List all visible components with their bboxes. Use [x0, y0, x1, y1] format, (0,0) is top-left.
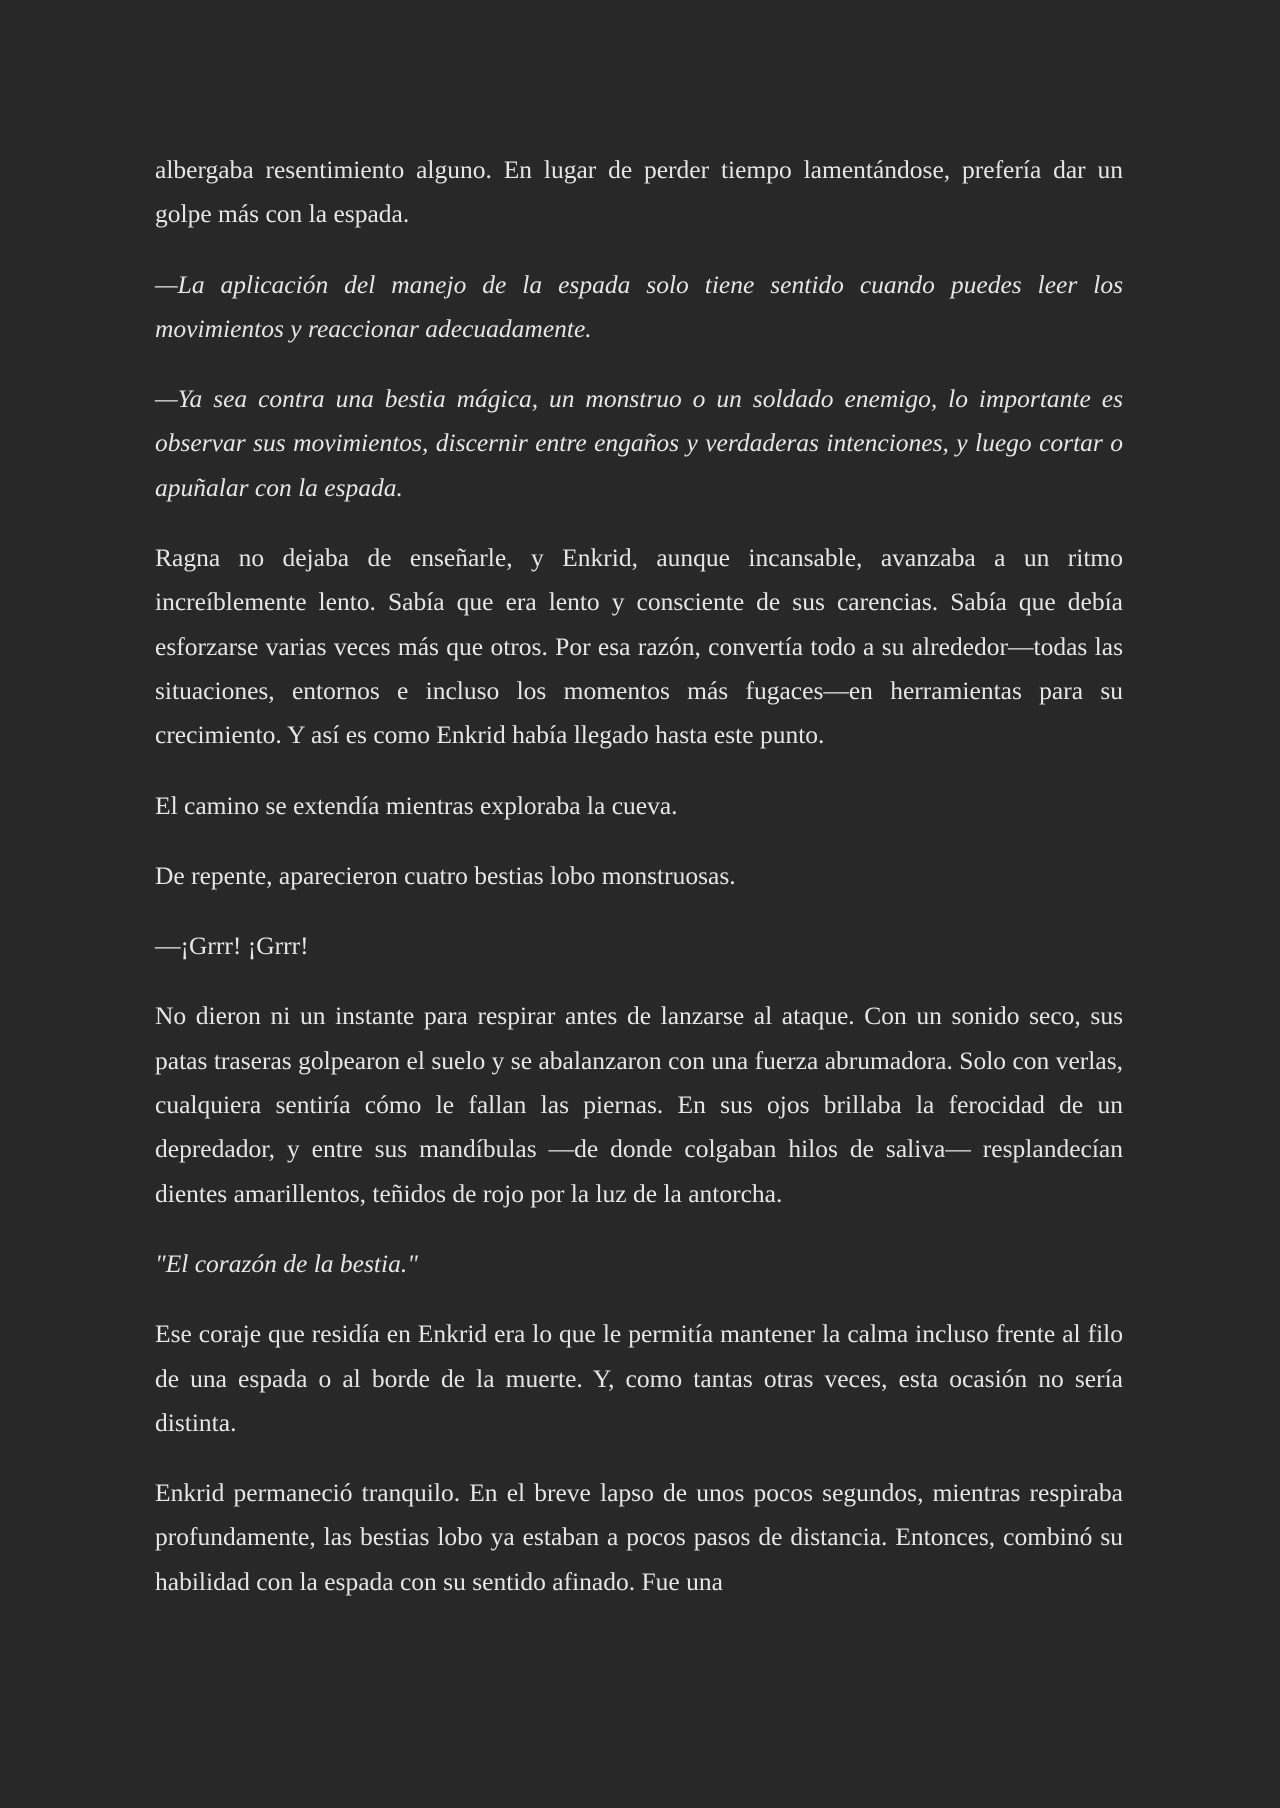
- paragraph-1: albergaba resentimiento alguno. En lugar de perder tiempo lamentándose, prefería dar un golpe más con la espada.: [155, 155, 1123, 229]
- paragraph-10: Ese coraje que residía en Enkrid era lo que le permitía mantener la calma incluso frente al filo de una espada o al borde de la muerte. Y, como tantas otras veces, esta ocasión no sería distinta.: [155, 1319, 1123, 1437]
- paragraph-4: Ragna no dejaba de enseñarle, y Enkrid, aunque incansable, avanzaba a un ritmo increíblemente lento. Sabía que era lento y consciente de sus carencias. Sabía que debía esforzarse varias veces más que otros. Por esa razón, convertía todo a su alrededor—todas las situaciones, entornos e incluso los momentos más fugaces—en herramientas para su crecimiento. Y así es como Enkrid había llegado hasta este punto.: [155, 543, 1123, 750]
- paragraph-6: De repente, aparecieron cuatro bestias lobo monstruosas.: [155, 860, 736, 890]
- paragraph-5: El camino se extendía mientras exploraba la cueva.: [155, 790, 678, 820]
- paragraph-7-growl: —¡Grrr! ¡Grrr!: [155, 931, 309, 961]
- paragraph-2-dialogue: —La aplicación del manejo de la espada solo tiene sentido cuando puedes leer los movimientos y reaccionar adecuadamente.: [155, 269, 1123, 343]
- paragraph-8: No dieron ni un instante para respirar antes de lanzarse al ataque. Con un sonido seco, sus patas traseras golpearon el suelo y se abalanzaron con una fuerza abrumadora. Solo con verlas, cualquiera sentiría cómo le fallan las piernas. En sus ojos brillaba la ferocidad de un depredador, y entre sus mandíbulas —de donde colgaban hilos de saliva— resplandecían dientes amarillentos, teñidos de rojo por la luz de la antorcha.: [155, 1001, 1123, 1208]
- paragraph-3-dialogue: —Ya sea contra una bestia mágica, un monstruo o un soldado enemigo, lo importante es observar sus movimientos, discernir entre engaños y verdaderas intenciones, y luego cortar o apuñalar con la espada.: [155, 384, 1123, 502]
- reading-page: [155, 148, 1123, 1630]
- paragraph-11: Enkrid permaneció tranquilo. En el breve lapso de unos pocos segundos, mientras respiraba profundamente, las bestias lobo ya estaban a pocos pasos de distancia. Entonces, combinó su habilidad con la espada con su sentido afinado. Fue una: [155, 1478, 1123, 1596]
- paragraph-9-thought: "El corazón de la bestia.": [155, 1248, 418, 1278]
